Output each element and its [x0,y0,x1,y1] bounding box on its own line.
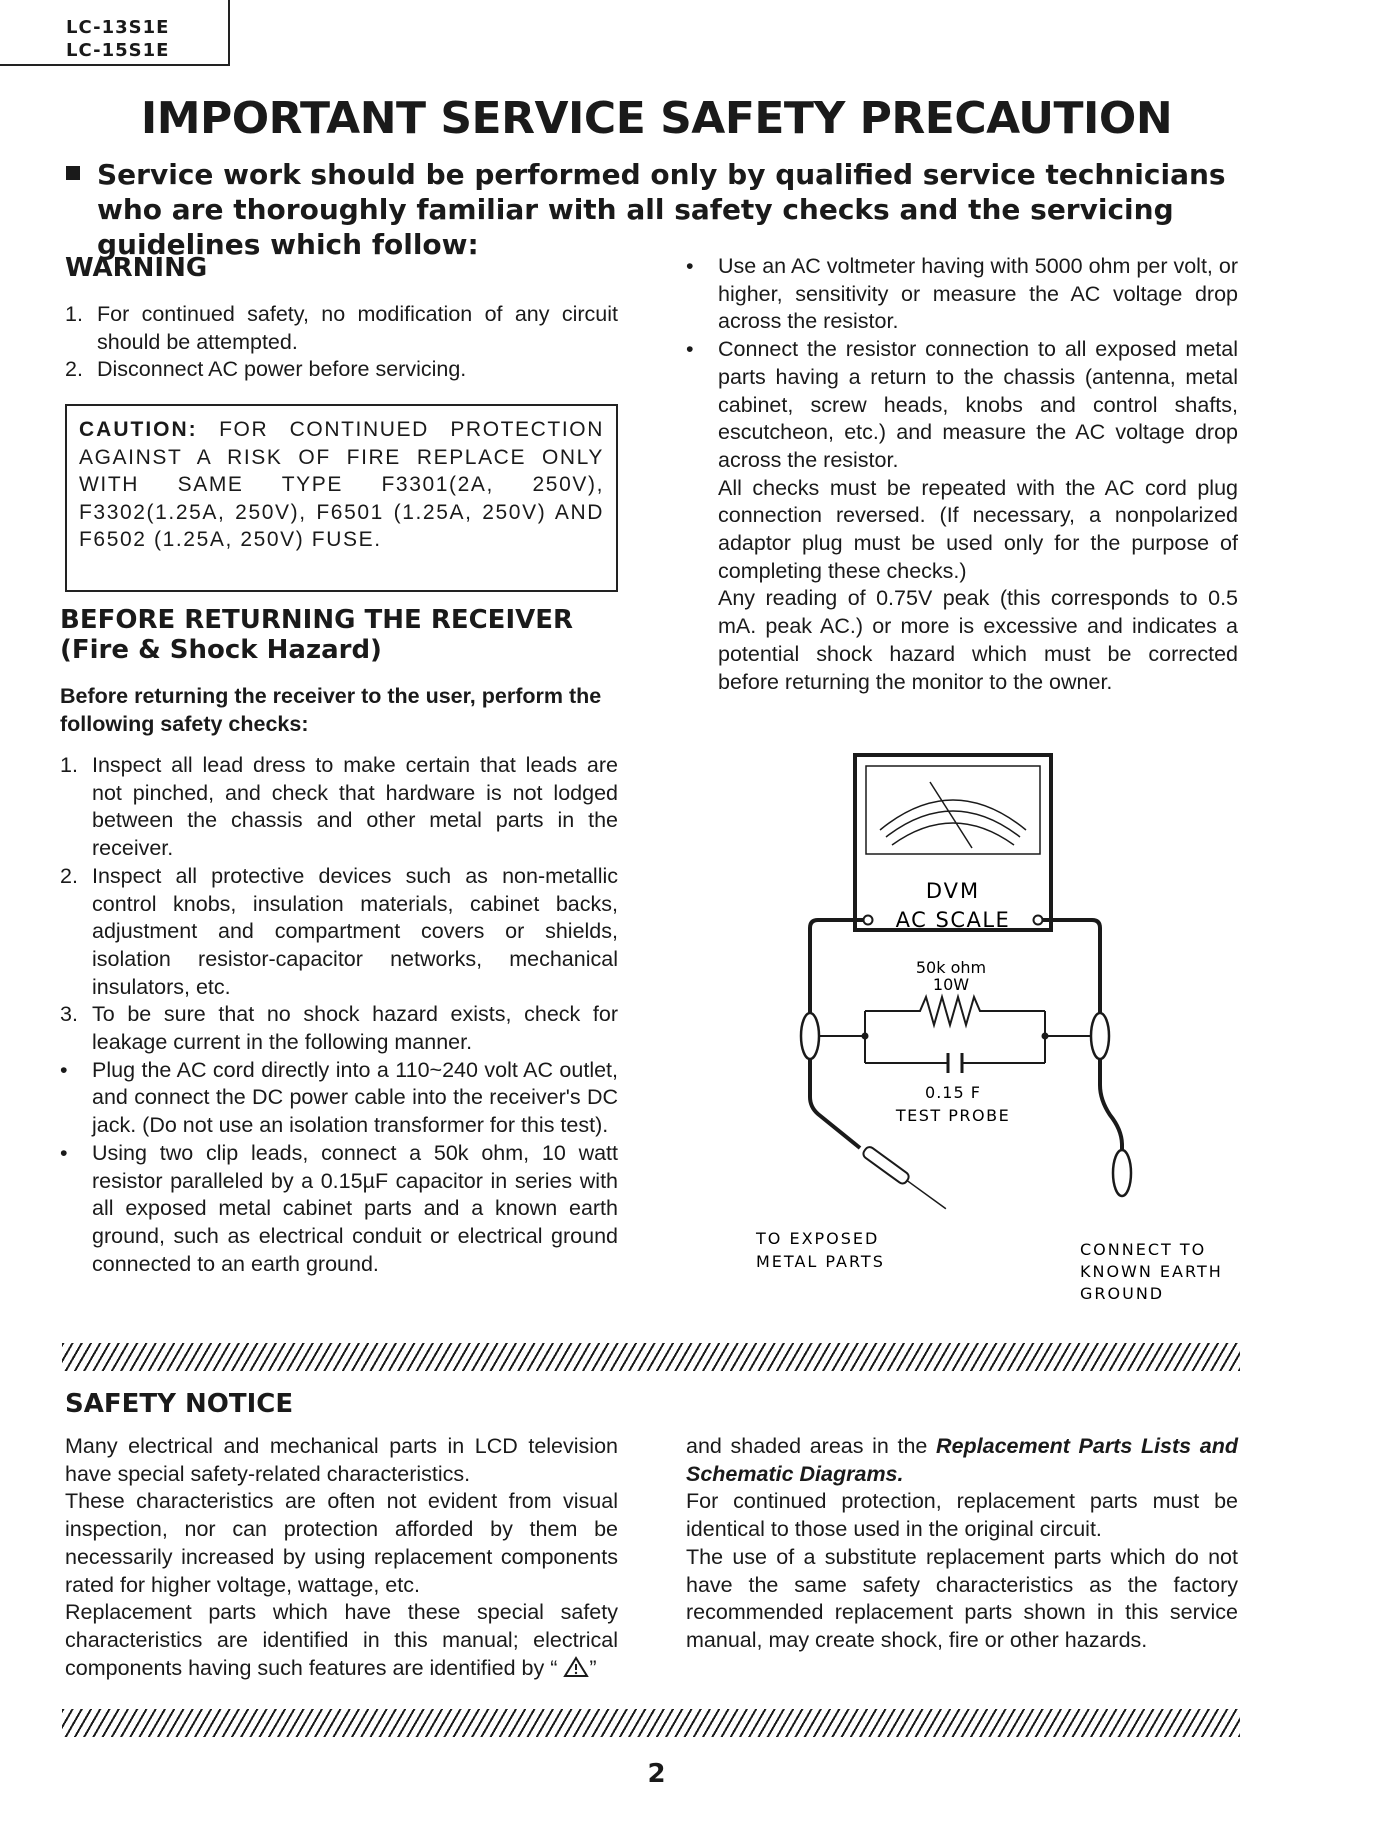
model-number-1: LC-13S1E [66,17,170,38]
list-marker: 2. [65,357,83,382]
probe-lead-left [810,1059,860,1148]
before-returning-heading [60,605,573,665]
measurement-list [686,253,1238,475]
right-probe-label-line3: GROUND [1080,1284,1165,1303]
meter-lead-left [810,920,863,1017]
clip-right [1091,1013,1109,1059]
meter-label-ac-scale: AC SCALE [895,908,1011,932]
intro-statement: Service work should be performed only by qualified service technicians who are thoroughly familiar with all safety checks and the servicing guidelines which follow: [97,158,1226,261]
left-probe-label-line2: METAL PARTS [756,1252,885,1271]
clip-left [801,1013,819,1059]
safety-check-text: Inspect all protective devices such as non-metallic control knobs, insulation materials, cabinet backs, adjustment and compartment covers or shields, isolation resistor-capacitor networks, mechanical insulators, etc. [92,863,618,999]
before-returning-heading-line1: BEFORE RETURNING THE RECEIVER [60,605,574,635]
safety-check-item [60,863,618,1002]
meter-terminal-left [864,916,873,925]
warning-item [65,301,618,356]
list-marker: 1. [60,753,78,777]
safety-notice-right [686,1433,1238,1655]
safety-symbol-quote-end: ” [589,1655,597,1680]
safety-notice-paragraph: The use of a substitute replacement parts which do not have the same safety characteristics as the factory recommended replacement parts shown in this service manual, may create shock, fire or other hazards. [686,1544,1238,1652]
model-number-box [0,0,230,66]
dvm-meter-dial [866,766,1040,854]
resistor-symbol [865,997,1045,1025]
meter-lead-right [1043,920,1100,1017]
safety-check-text: To be sure that no shock hazard exists, check for leakage current in the following manner. [92,1002,618,1055]
meter-terminal-right [1034,916,1043,925]
list-marker: • [60,1057,68,1082]
safety-checks-list [60,752,618,1278]
test-probe-label: TEST PROBE [895,1106,1011,1125]
ground-lead-right [1100,1059,1122,1150]
safety-check-item [60,1057,618,1140]
safety-notice-paragraph [65,1599,618,1682]
page-title: IMPORTANT SERVICE SAFETY PRECAUTION [140,93,1173,144]
before-returning-heading-line2: (Fire & Shock Hazard) [60,635,382,665]
capacitor-label: 0.15 F [925,1083,981,1102]
safety-check-item [60,1140,618,1279]
reversed-plug-paragraph: All checks must be repeated with the AC cord plug connection reversed. (If necessary, a nonpolarized adaptor plug must be used only for the purpose of completing these checks.) [718,475,1238,583]
page-number: 2 [647,1759,666,1789]
list-marker: • [686,254,694,278]
model-number-2: LC-15S1E [66,40,170,61]
meter-label-dvm: DVM [925,879,981,903]
safety-symbol-sentence: Replacement parts which have these special safety characteristics are identified in this manual; electrical components having such features are identified by “ [65,1600,618,1680]
test-probe-left [861,1145,949,1213]
parts-list-reference: Replacement Parts Lists and Schematic Diagrams. [686,1434,1238,1486]
safety-notice-left [65,1433,618,1682]
safety-notice-heading: SAFETY NOTICE [65,1389,294,1419]
left-probe-label-line1: TO EXPOSED [756,1229,880,1248]
list-marker: 3. [60,1002,78,1027]
safety-check-text: Plug the AC cord directly into a 110~240 volt AC outlet, and connect the DC power cable into the receiver's DC jack. (Do not use an isolation transformer for this test). [92,1057,618,1138]
warning-item-text: For continued safety, no modification of any circuit should be attempted. [97,302,618,354]
caution-text: FOR CONTINUED PROTECTION AGAINST A RISK OF FIRE REPLACE ONLY WITH SAME TYPE F3301(2A, 250V), F3302(1.25A, 250V), F6501 (1.25A, 250V) AND F6502 (1.25A, 250V) FUSE. [79,418,604,551]
warning-heading: WARNING [65,253,208,283]
caution-label: CAUTION: [79,418,198,441]
hatched-divider-top [62,1343,1240,1371]
square-bullet-icon [66,166,80,180]
leakage-test-diagram [740,745,1240,1305]
list-marker: 1. [65,302,83,326]
safety-check-text: Using two clip leads, connect a 50k ohm, 10 watt resistor paralleled by a 0.15µF capacitor in series with all exposed metal cabinet parts and a known earth ground, such as electrical conduit or electrical ground connected to an earth ground. [92,1140,618,1276]
warning-triangle-icon [563,1656,589,1678]
measurement-item-text: Connect the resistor connection to all exposed metal parts having a return to the chassis (antenna, metal cabinet, screw heads, knobs and control shafts, escutcheon, etc.) and measure the AC voltage drop across the resistor. [718,337,1238,472]
ground-clip [1113,1150,1131,1196]
warning-item-text: Disconnect AC power before servicing. [97,357,467,382]
measurement-item-text: Use an AC voltmeter having with 5000 ohm per volt, or higher, sensitivity or measure the AC voltage drop across the resistor. [718,254,1238,334]
hatched-divider-bottom [62,1709,1240,1737]
warning-item [65,356,618,384]
resistor-label-value: 50k ohm [915,958,987,977]
safety-notice-paragraph: Many electrical and mechanical parts in LCD television have special safety-related characteristics. [65,1434,618,1486]
before-returning-lead: Before returning the receiver to the user, perform the following safety checks: [60,684,602,736]
caution-box [65,404,618,592]
right-probe-label-line2: KNOWN EARTH [1080,1262,1223,1281]
warning-list [65,301,618,384]
safety-notice-paragraph [686,1433,1238,1488]
parts-list-reference-pre: and shaded areas in the [686,1434,937,1458]
list-marker: • [60,1140,68,1165]
right-column [686,253,1238,696]
measurement-item [686,253,1238,336]
safety-check-text: Inspect all lead dress to make certain that leads are not pinched, and check that hardware is not lodged between the chassis and other metal parts in the receiver. [92,753,618,861]
measurement-item [686,336,1238,475]
list-marker: • [686,337,694,362]
safety-notice-paragraph: For continued protection, replacement parts must be identical to those used in the original circuit. [686,1489,1238,1542]
safety-check-item [60,1001,618,1056]
list-marker: 2. [60,863,78,888]
right-probe-label-line1: CONNECT TO [1080,1240,1207,1259]
safety-notice-paragraph: These characteristics are often not evident from visual inspection, nor can protection afforded by them be necessarily increased by using replacement components rated for higher voltage, wattage, etc. [65,1489,618,1597]
peak-reading-paragraph: Any reading of 0.75V peak (this corresponds to 0.5 mA. peak AC.) or more is excessive and indicates a potential shock hazard which must be corrected before returning the monitor to the owner. [718,586,1238,694]
resistor-label-wattage: 10W [932,975,970,994]
safety-check-item [60,752,618,863]
